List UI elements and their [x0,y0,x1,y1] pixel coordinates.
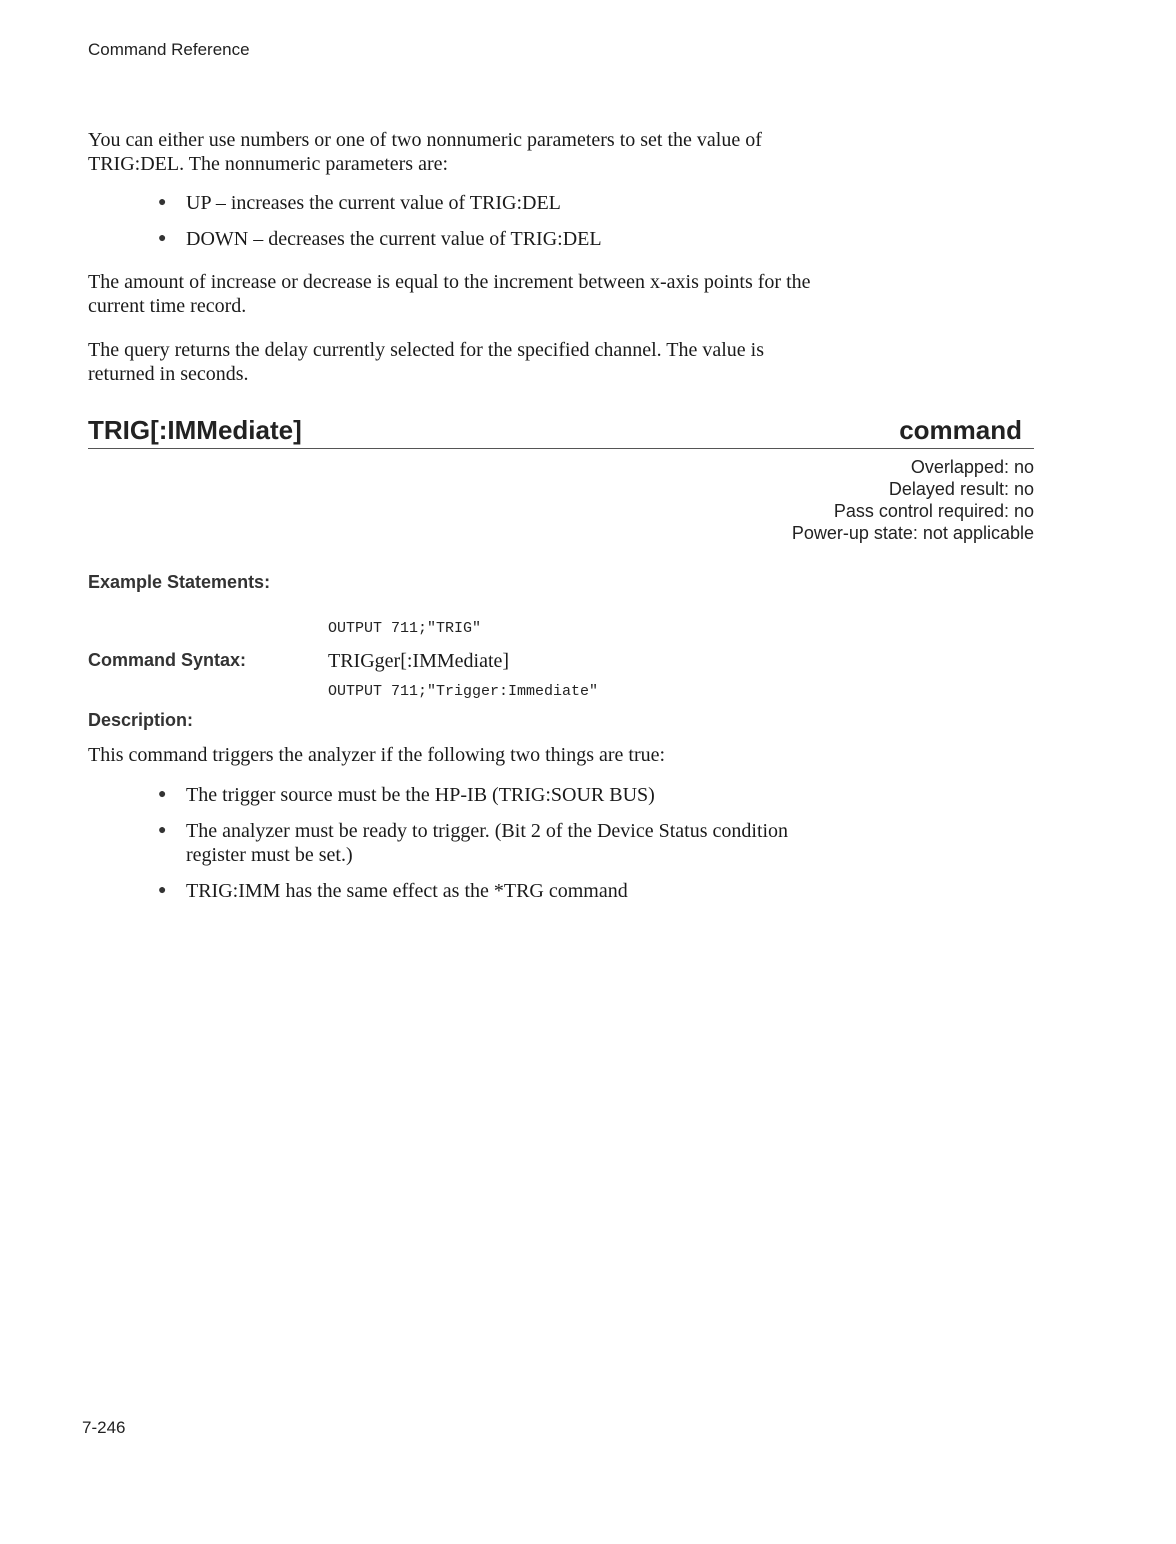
bullet-icon: ● [158,195,167,210]
description-text: This command triggers the analyzer if the following two things are true: [88,744,666,766]
section-title: TRIG[:IMMediate] [88,415,302,445]
increment-line-1: The amount of increase or decrease is equal to the increment between x-axis points for the [88,271,811,293]
list-item [158,191,1018,215]
list-item-text: UP – increases the current value of TRIG:DEL [186,192,561,214]
property-overlapped: Overlapped: no [910,457,1034,477]
list-item-text: TRIG:IMM has the same effect as the *TRG command [186,880,628,902]
bullet-icon: ● [158,787,167,802]
list-item [158,227,1018,251]
running-header: Command Reference [88,40,250,59]
description-list [158,783,1018,903]
section-kind: command [899,415,1022,445]
bullet-icon: ● [158,231,167,246]
intro-line-2: TRIG:DEL. The nonnumeric parameters are: [88,153,449,175]
section-heading [88,412,1034,449]
intro-line-1: You can either use numbers or one of two nonnumeric parameters to set the value of [88,129,762,151]
list-item [158,879,1018,903]
command-syntax: TRIGger[:IMMediate] [328,650,510,672]
parameter-list [158,191,1018,251]
list-item-text-line-1: The analyzer must be ready to trigger. (Bit 2 of the Device Status condition [186,820,789,842]
list-item-text: DOWN – decreases the current value of TRIG:DEL [186,228,602,250]
command-properties [792,456,1034,544]
increment-paragraph [88,270,1028,318]
property-delayed-result: Delayed result: no [888,479,1034,499]
list-item-text: The trigger source must be the HP-IB (TRIG:SOUR BUS) [186,784,655,806]
bullet-icon: ● [158,823,167,838]
page-number: 7-246 [82,1418,126,1437]
property-pass-control: Pass control required: no [833,501,1034,521]
bullet-icon: ● [158,883,167,898]
example-statement-2: OUTPUT 711;"Trigger:Immediate" [328,683,599,700]
description-label: Description: [88,710,194,730]
example-statement-1: OUTPUT 711;"TRIG" [328,620,482,637]
increment-line-2: current time record. [88,295,247,317]
query-line-2: returned in seconds. [88,363,249,385]
command-syntax-label: Command Syntax: [88,650,247,670]
list-item [158,783,1018,807]
list-item [158,819,1018,867]
property-power-up-state: Power-up state: not applicable [791,523,1034,543]
list-item-text-line-2: register must be set.) [186,844,353,866]
query-paragraph [88,338,1028,386]
query-line-1: The query returns the delay currently selected for the specified channel. The value is [88,339,765,361]
example-statements-label: Example Statements: [88,572,271,592]
intro-paragraph [88,128,1028,176]
